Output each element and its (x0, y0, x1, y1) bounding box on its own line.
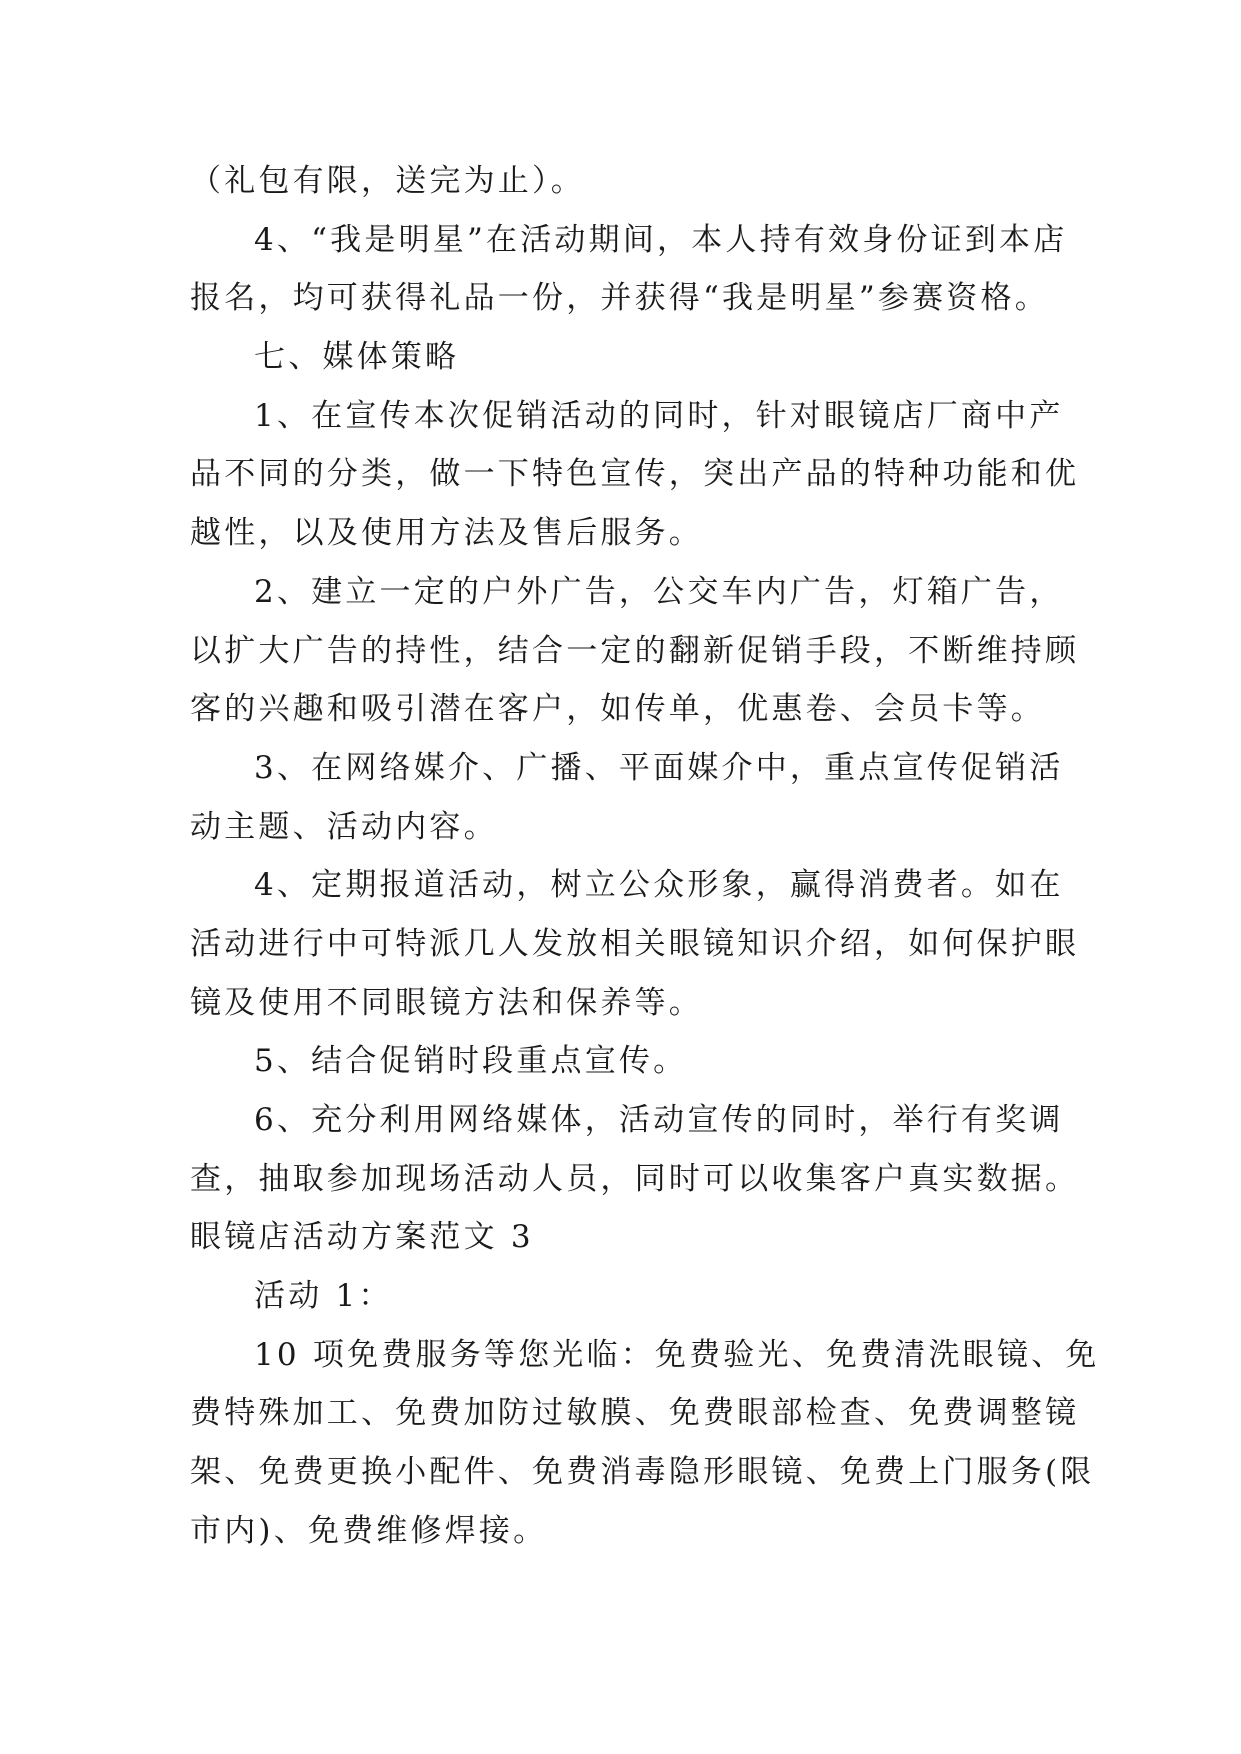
activity-heading: 活动 1： (254, 1278, 393, 1315)
text-line: 1、在宣传本次促销活动的同时，针对眼镜店厂商中产 (254, 397, 1064, 434)
text-line: 品不同的分类，做一下特色宣传，突出产品的特种功能和优 (190, 456, 1080, 493)
text-line: 5、结合促销时段重点宣传。 (254, 1043, 688, 1080)
text-line: 镜及使用不同眼镜方法和保养等。 (190, 984, 703, 1021)
text-line: 费特殊加工、免费加防过敏膜、免费眼部检查、免费调整镜 (190, 1395, 1080, 1432)
document-body (190, 152, 1100, 1561)
text-line: 4、定期报道活动，树立公众形象，赢得消费者。如在 (254, 867, 1064, 904)
text-line: 4、“我是明星”在活动期间，本人持有效身份证到本店 (254, 221, 1068, 258)
text-line: （礼包有限，送完为止）。 (190, 163, 585, 199)
text-line: 10 项免费服务等您光临：免费验光、免费清洗眼镜、免 (254, 1336, 1100, 1373)
text-line: 客的兴趣和吸引潜在客户，如传单，优惠卷、会员卡等。 (190, 691, 1045, 728)
text-line: 3、在网络媒介、广播、平面媒介中，重点宣传促销活 (254, 749, 1064, 786)
text-line: 2、建立一定的户外广告，公交车内广告，灯箱广告， (254, 573, 1064, 610)
text-line: 动主题、活动内容。 (190, 808, 498, 845)
text-line: 以扩大广告的持性，结合一定的翻新促销手段，不断维持顾 (190, 632, 1080, 669)
section-heading: 七、媒体策略 (254, 339, 460, 376)
text-line: 越性，以及使用方法及售后服务。 (190, 515, 703, 552)
text-line: 市内)、免费维修焊接。 (190, 1512, 548, 1549)
text-line: 活动进行中可特派几人发放相关眼镜知识介绍，如何保护眼 (190, 925, 1080, 962)
text-line: 架、免费更换小配件、免费消毒隐形眼镜、免费上门服务(限 (190, 1454, 1095, 1491)
document-title: 眼镜店活动方案范文 3 (190, 1219, 534, 1256)
text-line: 报名，均可获得礼品一份，并获得“我是明星”参赛资格。 (190, 280, 1049, 317)
text-line: 查，抽取参加现场活动人员，同时可以收集客户真实数据。 (190, 1160, 1080, 1197)
text-line: 6、充分利用网络媒体，活动宣传的同时，举行有奖调 (254, 1102, 1064, 1138)
